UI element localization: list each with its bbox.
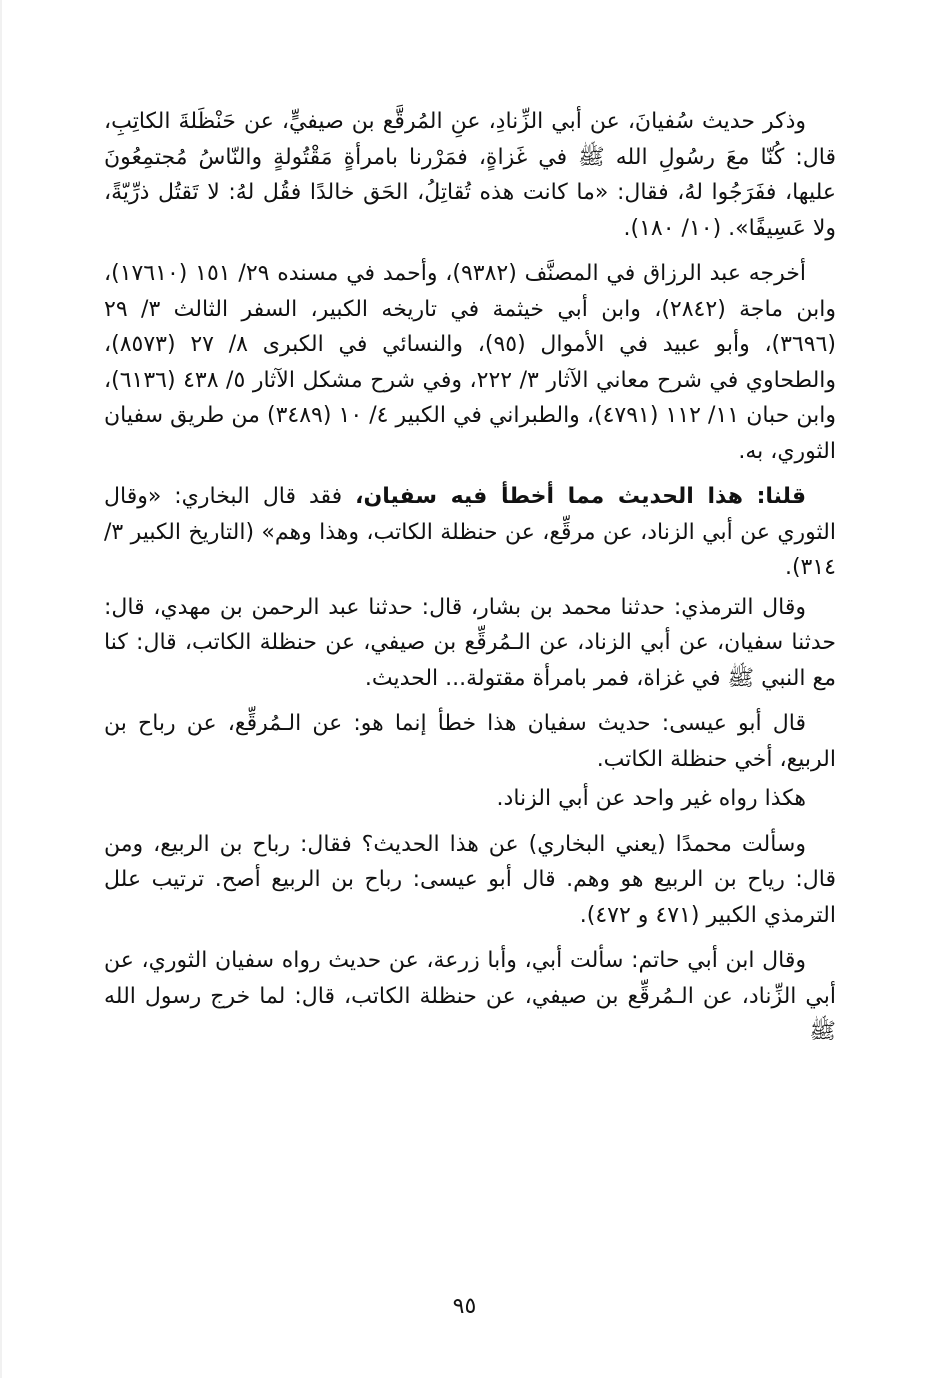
- paragraph-6: هكذا رواه غير واحد عن أبي الزناد.: [496, 786, 806, 811]
- paragraph-4: وقال الترمذي: حدثنا محمد بن بشار، قال: حدثنا عبد الرحمن بن مهدي، قال: حدثنا سفيان، عن أبي الزناد، عن الـمُرقِّع بن صيفي، عن حنظلة الكاتب، قال: كنا مع النبي ﷺ في غزاة، فمر بامرأة مقتولة... الحديث.: [104, 594, 836, 691]
- paragraph-3: [104, 479, 836, 586]
- body-text: [104, 104, 836, 1050]
- page-number: ٩٥: [452, 1294, 477, 1319]
- paragraph-2: أخرجه عبد الرزاق في المصنَّف (٩٣٨٢)، وأحمد في مسنده ٢٩/ ١٥١ (١٧٦١٠)، وابن ماجة (٢٨٤٢)، وابن أبي خيثمة في تاريخه الكبير، السفر الثالث ٣/ ٢٩ (٣٦٩٦)، وأبو عبيد في الأموال (٩٥)، والنسائي في الكبرى ٨/ ٢٧ (٨٥٧٣)، والطحاوي في شرح معاني الآثار ٣/ ٢٢٢، وفي شرح مشكل الآثار ٥/ ٤٣٨ (٦١٣٦)، وابن حبان ١١/ ١١٢ (٤٧٩١)، والطبراني في الكبير ٤/ ١٠ (٣٤٨٩) من طريق سفيان الثوري، به.: [104, 261, 837, 464]
- scan-edge: [0, 0, 2, 1378]
- paragraph-8: وقال ابن أبي حاتم: سألت أبي، وأبا زرعة، عن حديث رواه سفيان الثوري، عن أبي الزِّناد، عن الـمُرقِّع بن صيفي، عن حنظلة الكاتب، قال: لما خرج رسول الله ﷺ: [104, 948, 836, 1044]
- paragraph-3-bold: قلنا: هذا الحديث مما أخطأ فيه سفيان،: [355, 484, 806, 509]
- paragraph-5: قال أبو عيسى: حديث سفيان هذا خطأ إنما هو: عن الـمُرقِّع، عن رباح بن الربيع، أخي حنظلة الكاتب.: [104, 711, 836, 772]
- paragraph-3-rest: فقد قال البخاري: «وقال الثوري عن أبي الزناد، عن مرقِّع، عن حنظلة الكاتب، وهذا وهم» (التاريخ الكبير ٣/ ٣١٤).: [104, 484, 836, 580]
- paragraph-7: وسألت محمدًا (يعني البخاري) عن هذا الحديث؟ فقال: رباح بن الربيع، ومن قال: رياح بن الربيع هو وهم. قال أبو عيسى: رباح بن الربيع أصح. ترتيب علل الترمذي الكبير (٤٧١ و ٤٧٢).: [104, 831, 836, 928]
- paragraph-1: وذكر حديث سُفيانَ، عن أبي الزِّنادِ، عنِ المُرقَّع بن صيفيٍّ، عن حَنْظَلةَ الكاتِبِ، قال: كُنّا معَ رسُولِ الله ﷺ في غَزاةٍ، فمَرْرنا بامرأةٍ مَقْتُولةٍ والنّاسُ مُجتمِعُونَ عليها، ففَرَجُوا لهُ، فقال: «ما كانت هذه تُقاتِلُ، الحَق خالدًا فقُل لهُ: لا تَقتُل ذرِّيّةً، ولا عَسِيفًا». (١٠/ ١٨٠).: [104, 109, 836, 241]
